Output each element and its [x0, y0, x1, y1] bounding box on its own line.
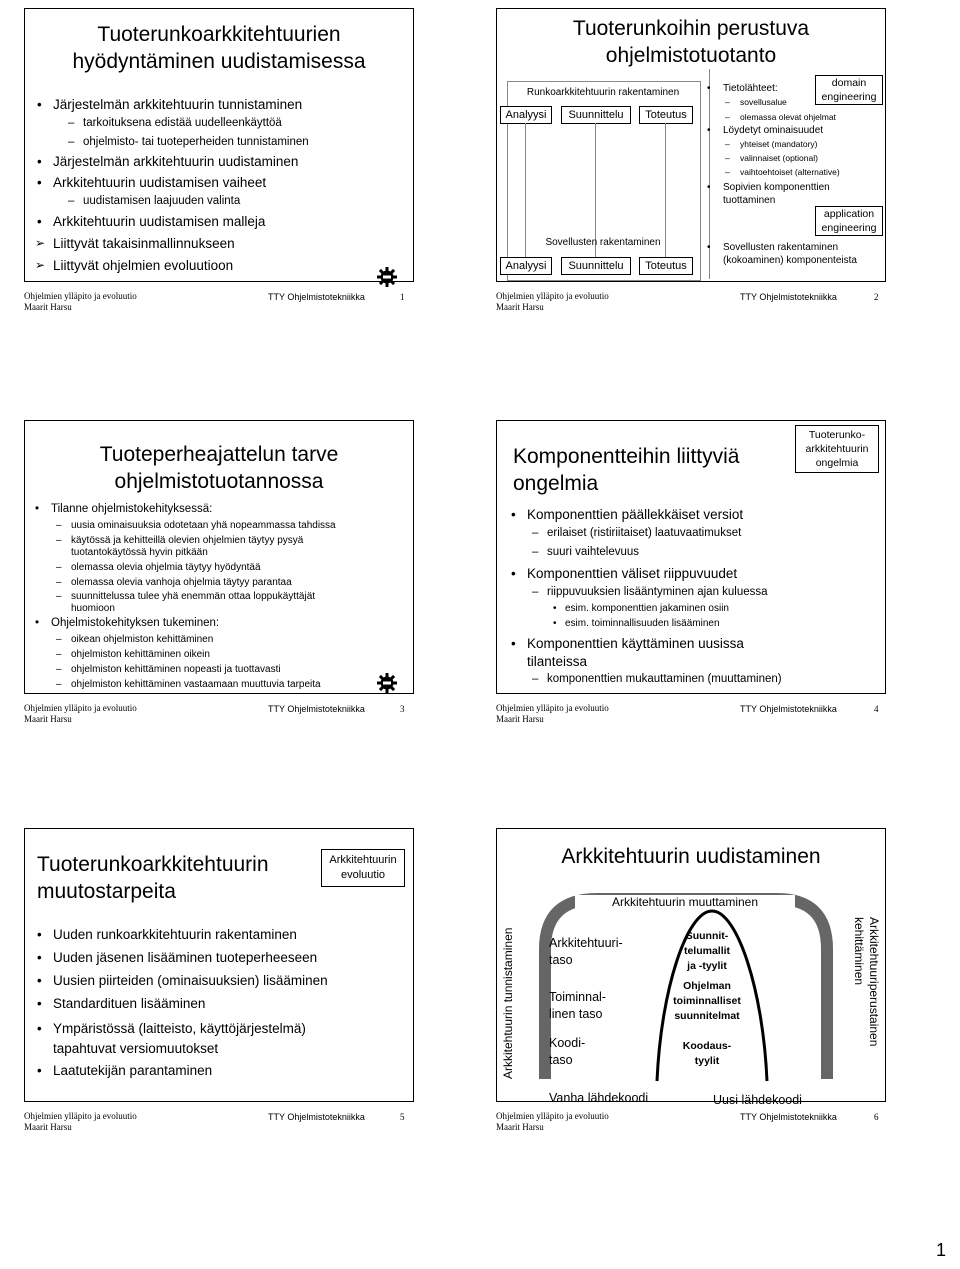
- bullet: • Uuden runkoarkkitehtuurin rakentaminen: [53, 927, 297, 942]
- gear-icon: [377, 267, 397, 287]
- arrow-bullet: ➢ Liittyvät takaisinmallinnukseen: [53, 236, 235, 251]
- sub-bullet: – ohjelmiston kehittäminen oikein: [71, 649, 210, 660]
- slide-number: 5: [400, 1112, 405, 1122]
- problem-tag: Tuoterunko- arkkitehtuurin ongelmia: [795, 425, 879, 473]
- platform-label: Runkoarkkitehtuurin rakentaminen: [526, 87, 680, 98]
- bullet: • Ympäristössä (laitteisto, käyttöjärjestelmä) tapahtuvat versiomuutokset: [53, 1019, 306, 1059]
- phase-box: Toteutus: [639, 106, 693, 124]
- transformation-label: Arkkitehtuurin muuttaminen: [575, 895, 795, 909]
- sub-bullet: – olemassa olevia vanhoja ohjelmia täytyy parantaa: [71, 577, 292, 588]
- slide-title: Tuoteperheajattelun tarve ohjelmistotuotannossa: [99, 443, 339, 493]
- footer: Ohjelmien ylläpito ja evoluutio Maarit Harsu: [24, 703, 137, 724]
- slide-number: 1: [400, 292, 405, 302]
- phase-box: Analyysi: [500, 257, 552, 275]
- slide-title: Komponentteihin liittyviä ongelmia: [513, 445, 740, 495]
- domain-engineering-tag: domain engineering: [815, 75, 883, 105]
- center-label: Suunnit- telumallit ja -tyylit: [683, 930, 731, 972]
- sub-bullet: – vaihtoehtoiset (alternative): [740, 167, 840, 177]
- bullet: • Uuden jäsenen lisääminen tuoteperheeseen: [53, 950, 317, 965]
- sub-bullet: – uudistamisen laajuuden valinta: [83, 195, 240, 207]
- recovery-label: Arkkitehtuurin tunnistaminen: [501, 927, 515, 1079]
- level-label: Toiminnal- linen taso: [549, 990, 606, 1021]
- bullet: • Komponenttien käyttäminen uusissa tilanteissa: [527, 635, 744, 671]
- sub-bullet: – ohjelmiston kehittäminen nopeasti ja tuottavasti: [71, 664, 281, 675]
- arrow-bullet: ➢ Liittyvät ohjelmien evoluutioon: [53, 258, 233, 273]
- sub-bullet: – erilaiset (ristiriitaiset) laatuvaatimukset: [547, 527, 741, 539]
- bullet: • Sovellusten rakentaminen (kokoaminen) komponenteista: [723, 241, 857, 267]
- slide-title: Tuoterunkoarkkitehtuurien hyödyntäminen uudistamisessa: [72, 23, 366, 73]
- bullet: • Ohjelmistokehityksen tukeminen:: [51, 617, 219, 629]
- sub-sub-bullet: • esim. toiminnallisuuden lisääminen: [553, 618, 720, 629]
- bullet: • Löydetyt ominaisuudet: [723, 125, 823, 136]
- dept-label: TTY Ohjelmistotekniikka: [268, 292, 365, 302]
- bullet: • Komponenttien väliset riippuvuudet: [527, 566, 737, 581]
- evolution-tag: Arkkitehtuurin evoluutio: [321, 849, 405, 887]
- bullet: • Uusien piirteiden (ominaisuuksien) lisääminen: [53, 973, 328, 988]
- slide-4: [496, 420, 886, 694]
- level-label: Koodi- taso: [549, 1036, 586, 1067]
- slide-number: 6: [874, 1112, 879, 1122]
- footer: Ohjelmien ylläpito ja evoluutio Maarit Harsu: [496, 703, 609, 724]
- bullet: • Komponenttien päällekkäiset versiot: [527, 507, 743, 522]
- slide-5: [24, 828, 414, 1102]
- slide-number: 3: [400, 704, 405, 714]
- bullet: • Sopivien komponenttien tuottaminen: [723, 181, 830, 207]
- phase-box: Suunnittelu: [561, 257, 631, 275]
- sub-bullet: – suuri vaihtelevuus: [547, 546, 639, 558]
- phase-box: Toteutus: [639, 257, 693, 275]
- bullet: • Standardituen lisääminen: [53, 996, 205, 1011]
- sub-bullet: – valinnaiset (optional): [740, 153, 818, 163]
- footer: Ohjelmien ylläpito ja evoluutio Maarit Harsu: [24, 291, 137, 312]
- sub-bullet: – ohjelmisto- tai tuoteperheiden tunnistaminen: [83, 136, 309, 148]
- center-label: Koodaus- tyylit: [682, 1040, 732, 1067]
- application-engineering-tag: application engineering: [815, 206, 883, 236]
- bullet: • Järjestelmän arkkitehtuurin tunnistaminen: [53, 97, 302, 112]
- sub-bullet: – ohjelmiston kehittäminen vastaamaan muuttuvia tarpeita: [71, 679, 321, 690]
- slide-title: Tuoterunkoihin perustuva ohjelmistotuotanto: [572, 17, 810, 67]
- gear-icon: [377, 673, 397, 693]
- sub-bullet: – olemassa olevat ohjelmat: [740, 112, 836, 122]
- bullet: • Järjestelmän arkkitehtuurin uudistaminen: [53, 154, 298, 169]
- bullet: • Tilanne ohjelmistokehityksessä:: [51, 503, 212, 515]
- sub-sub-bullet: • esim. komponenttien jakaminen osiin: [553, 603, 729, 614]
- page-number: 1: [936, 1240, 947, 1260]
- bullet: • Arkkitehtuurin uudistamisen vaiheet: [53, 175, 266, 190]
- dept-label: TTY Ohjelmistotekniikka: [268, 1112, 365, 1122]
- sub-bullet: – suunnittelussa tulee yhä enemmän ottaa loppukäyttäjät huomioon: [71, 591, 315, 615]
- dept-label: TTY Ohjelmistotekniikka: [740, 704, 837, 714]
- sub-bullet: – komponenttien mukauttaminen (muuttaminen): [547, 673, 782, 685]
- level-label: Arkkitehtuuri- taso: [549, 936, 623, 967]
- bullet: • Tietolähteet:: [723, 83, 778, 94]
- sub-bullet: – oikean ohjelmiston kehittäminen: [71, 634, 213, 645]
- slide-1: [24, 8, 414, 282]
- phase-box: Suunnittelu: [561, 106, 631, 124]
- sub-bullet: – käytössä ja kehitteillä olevien ohjelmien täytyy pysyä tuotantokäytössä hyvin pitkään: [71, 535, 303, 559]
- slide-number: 4: [874, 704, 879, 714]
- dept-label: TTY Ohjelmistotekniikka: [268, 704, 365, 714]
- footer: Ohjelmien ylläpito ja evoluutio Maarit Harsu: [496, 1111, 609, 1132]
- new-code-label: Uusi lähdekoodi: [713, 1093, 802, 1107]
- old-code-label: Vanha lähdekoodi: [549, 1091, 649, 1105]
- slide-number: 2: [874, 292, 879, 302]
- bullet: • Laatutekijän parantaminen: [53, 1063, 212, 1078]
- sub-bullet: – olemassa olevia ohjelmia täytyy hyödyntää: [71, 562, 261, 573]
- center-label: Ohjelman toiminnalliset suunnitelmat: [673, 980, 741, 1022]
- slide-6: [496, 828, 886, 1107]
- development-label: Arkkitehtuuriperustainen kehittäminen: [852, 917, 881, 1047]
- slide-title: Arkkitehtuurin uudistaminen: [561, 845, 821, 868]
- sub-bullet: – yhteiset (mandatory): [740, 139, 817, 149]
- dept-label: TTY Ohjelmistotekniikka: [740, 1112, 837, 1122]
- slide-3: [24, 420, 414, 694]
- sub-bullet: – tarkoituksena edistää uudelleenkäyttöä: [83, 117, 282, 129]
- slide-2: [496, 8, 886, 282]
- sub-bullet: – uusia ominaisuuksia odotetaan yhä nopeammassa tahdissa: [71, 520, 336, 531]
- slide-title: Tuoterunkoarkkitehtuurin muutostarpeita: [37, 853, 269, 903]
- phase-box: Analyysi: [500, 106, 552, 124]
- sub-bullet: – sovellusalue: [740, 97, 787, 107]
- application-label: Sovellusten rakentaminen: [545, 237, 661, 248]
- footer: Ohjelmien ylläpito ja evoluutio Maarit Harsu: [496, 291, 609, 312]
- sub-bullet: – riippuvuuksien lisääntyminen ajan kuluessa: [547, 586, 768, 598]
- dept-label: TTY Ohjelmistotekniikka: [740, 292, 837, 302]
- bullet: • Arkkitehtuurin uudistamisen malleja: [53, 214, 265, 229]
- footer: Ohjelmien ylläpito ja evoluutio Maarit Harsu: [24, 1111, 137, 1132]
